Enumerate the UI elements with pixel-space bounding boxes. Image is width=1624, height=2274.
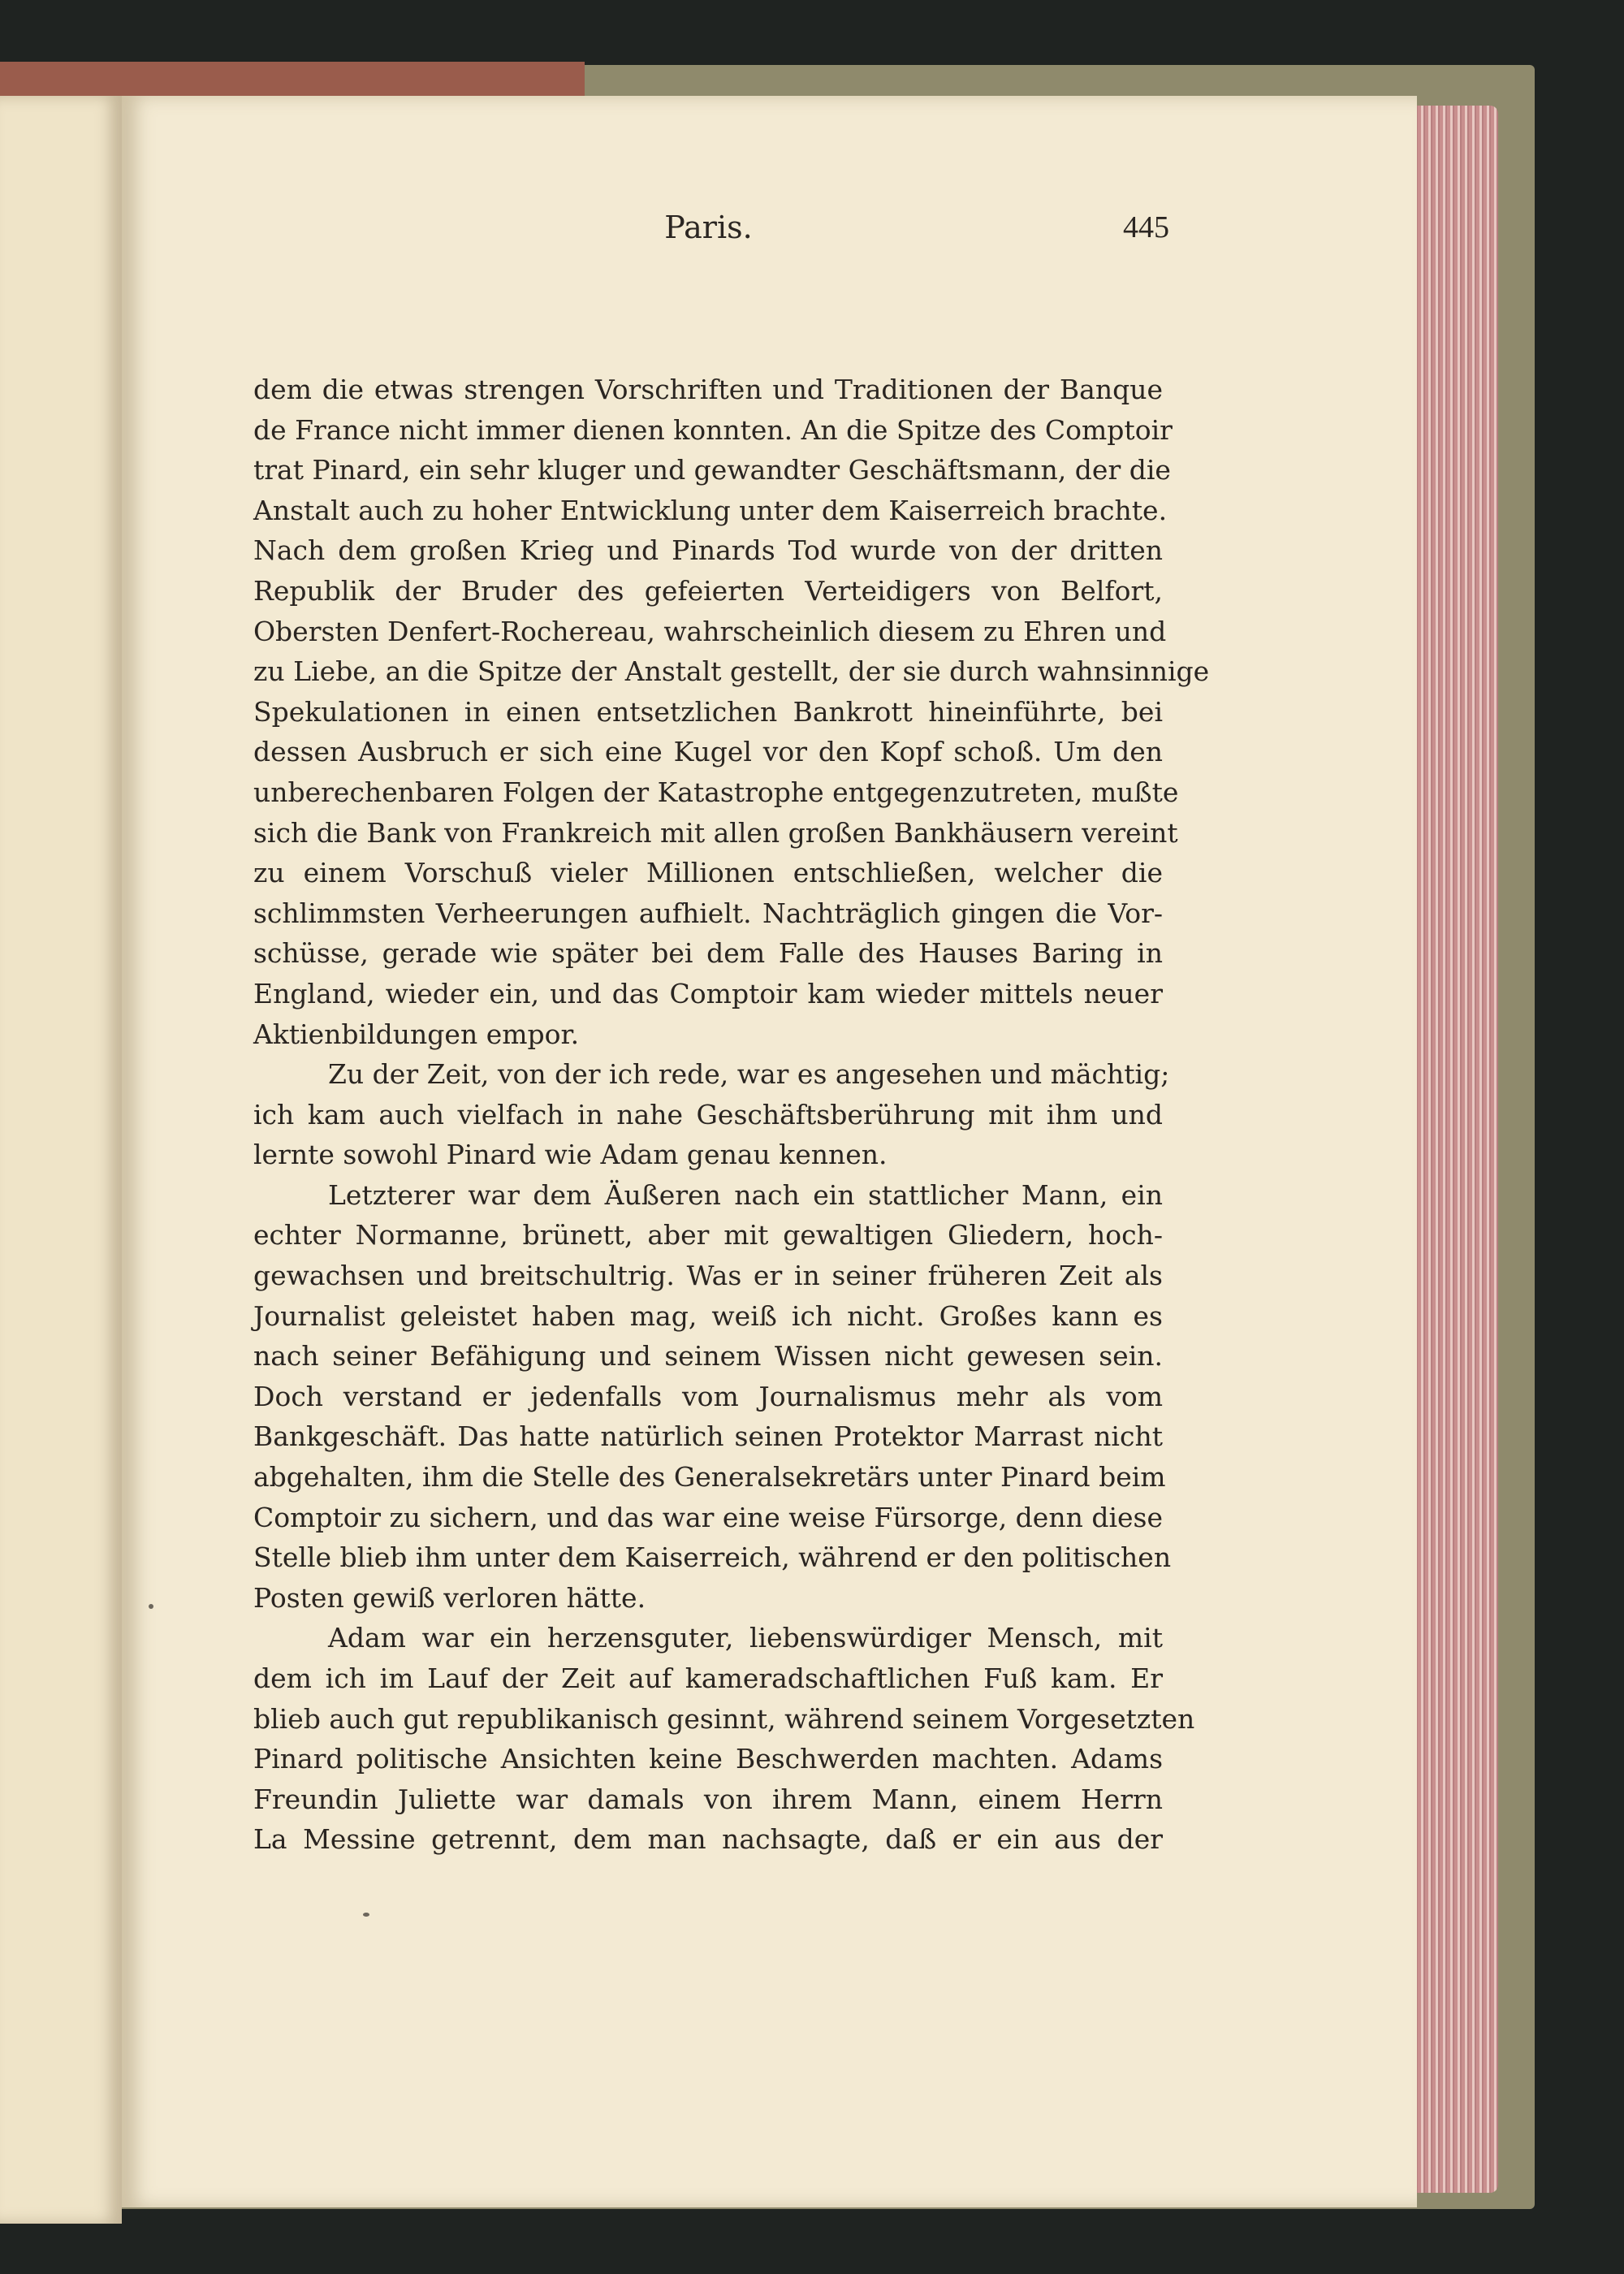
text-line: lernte sowohl Pinard wie Adam genau kennen. bbox=[253, 1139, 888, 1171]
text-line: Bankgeschäft. Das hatte natürlich seinen Protektor Marrast nicht bbox=[253, 1420, 1163, 1453]
text-line: zu einem Vorschuß vieler Millionen entschließen, welcher die bbox=[253, 857, 1163, 889]
text-line: schüsse, gerade wie später bei dem Falle des Hauses Baring in bbox=[253, 937, 1163, 970]
text-line: sich die Bank von Frankreich mit allen großen Bankhäusern vereint bbox=[253, 816, 1178, 849]
text-line: echter Normanne, brünett, aber mit gewaltigen Gliedern, hoch- bbox=[253, 1219, 1163, 1252]
text-line: ich kam auch vielfach in nahe Geschäftsberührung mit ihm und bbox=[253, 1098, 1163, 1131]
text-line: Anstalt auch zu hoher Entwicklung unter dem Kaiserreich brachte. bbox=[253, 494, 1168, 526]
text-line: Nach dem großen Krieg und Pinards Tod wurde von der dritten bbox=[253, 534, 1163, 567]
text-line: Doch verstand er jedenfalls vom Journalismus mehr als vom bbox=[253, 1380, 1163, 1412]
text-line: zu Liebe, an die Spitze der Anstalt gestellt, der sie durch wahnsinnige bbox=[253, 655, 1210, 688]
page-header bbox=[248, 210, 1169, 258]
text-line: Letzterer war dem Äußeren nach ein stattlicher Mann, ein bbox=[328, 1178, 1163, 1211]
paper-speck bbox=[363, 1913, 369, 1917]
cover-spine-edge bbox=[0, 62, 585, 99]
text-line: Pinard politische Ansichten keine Beschwerden machten. Adams bbox=[253, 1743, 1163, 1775]
body-text bbox=[253, 370, 1210, 1860]
text-line: Stelle blieb ihm unter dem Kaiserreich, während er den politischen bbox=[253, 1541, 1172, 1574]
text-line: Adam war ein herzensguter, liebenswürdiger Mensch, mit bbox=[328, 1622, 1163, 1654]
text-line: dem die etwas strengen Vorschriften und Traditionen der Banque bbox=[253, 374, 1163, 405]
text-line: Republik der Bruder des gefeierten Verteidigers von Belfort, bbox=[253, 574, 1163, 607]
text-line: La Messine getrennt, dem man nachsagte, daß er ein aus der bbox=[253, 1823, 1163, 1856]
text-line: unberechenbaren Folgen der Katastrophe entgegenzutreten, mußte bbox=[253, 776, 1179, 808]
running-head: Paris. bbox=[664, 210, 753, 245]
paper-speck bbox=[149, 1604, 153, 1609]
text-line: trat Pinard, ein sehr kluger und gewandter Geschäftsmann, der die bbox=[253, 454, 1171, 486]
text-line: blieb auch gut republikanisch gesinnt, während seinem Vorgesetzten bbox=[253, 1702, 1195, 1735]
text-line: Journalist geleistet haben mag, weiß ich nicht. Großes kann es bbox=[253, 1299, 1163, 1332]
text-line: Aktienbildungen empor. bbox=[253, 1018, 580, 1050]
text-line: Obersten Denfert-Rochereau, wahrscheinlich diesem zu Ehren und bbox=[253, 615, 1167, 647]
facing-page-edge bbox=[0, 96, 122, 2224]
text-line: nach seiner Befähigung und seinem Wissen nicht gewesen sein. bbox=[253, 1340, 1163, 1373]
page-number: 445 bbox=[1123, 210, 1169, 244]
text-line: England, wieder ein, und das Comptoir kam wieder mittels neuer bbox=[253, 977, 1163, 1009]
text-line: Spekulationen in einen entsetzlichen Bankrott hineinführte, bei bbox=[253, 695, 1163, 728]
text-line: schlimmsten Verheerungen aufhielt. Nachträglich gingen die Vor- bbox=[253, 897, 1163, 929]
text-line: Zu der Zeit, von der ich rede, war es angesehen und mächtig; bbox=[328, 1058, 1170, 1091]
text-line: de France nicht immer dienen konnten. An die Spitze des Comptoir bbox=[253, 413, 1173, 446]
text-line: abgehalten, ihm die Stelle des Generalsekretärs unter Pinard beim bbox=[253, 1461, 1166, 1494]
text-line: Freundin Juliette war damals von ihrem Mann, einem Herrn bbox=[253, 1783, 1163, 1815]
text-line: Comptoir zu sichern, und das war eine weise Fürsorge, denn diese bbox=[253, 1501, 1164, 1533]
text-line: dem ich im Lauf der Zeit auf kameradschaftlichen Fuß kam. Er bbox=[253, 1662, 1163, 1694]
text-line: dessen Ausbruch er sich eine Kugel vor den Kopf schoß. Um den bbox=[253, 736, 1163, 768]
text-line: gewachsen und breitschultrig. Was er in seiner früheren Zeit als bbox=[253, 1260, 1163, 1292]
text-line: Posten gewiß verloren hätte. bbox=[253, 1581, 646, 1614]
